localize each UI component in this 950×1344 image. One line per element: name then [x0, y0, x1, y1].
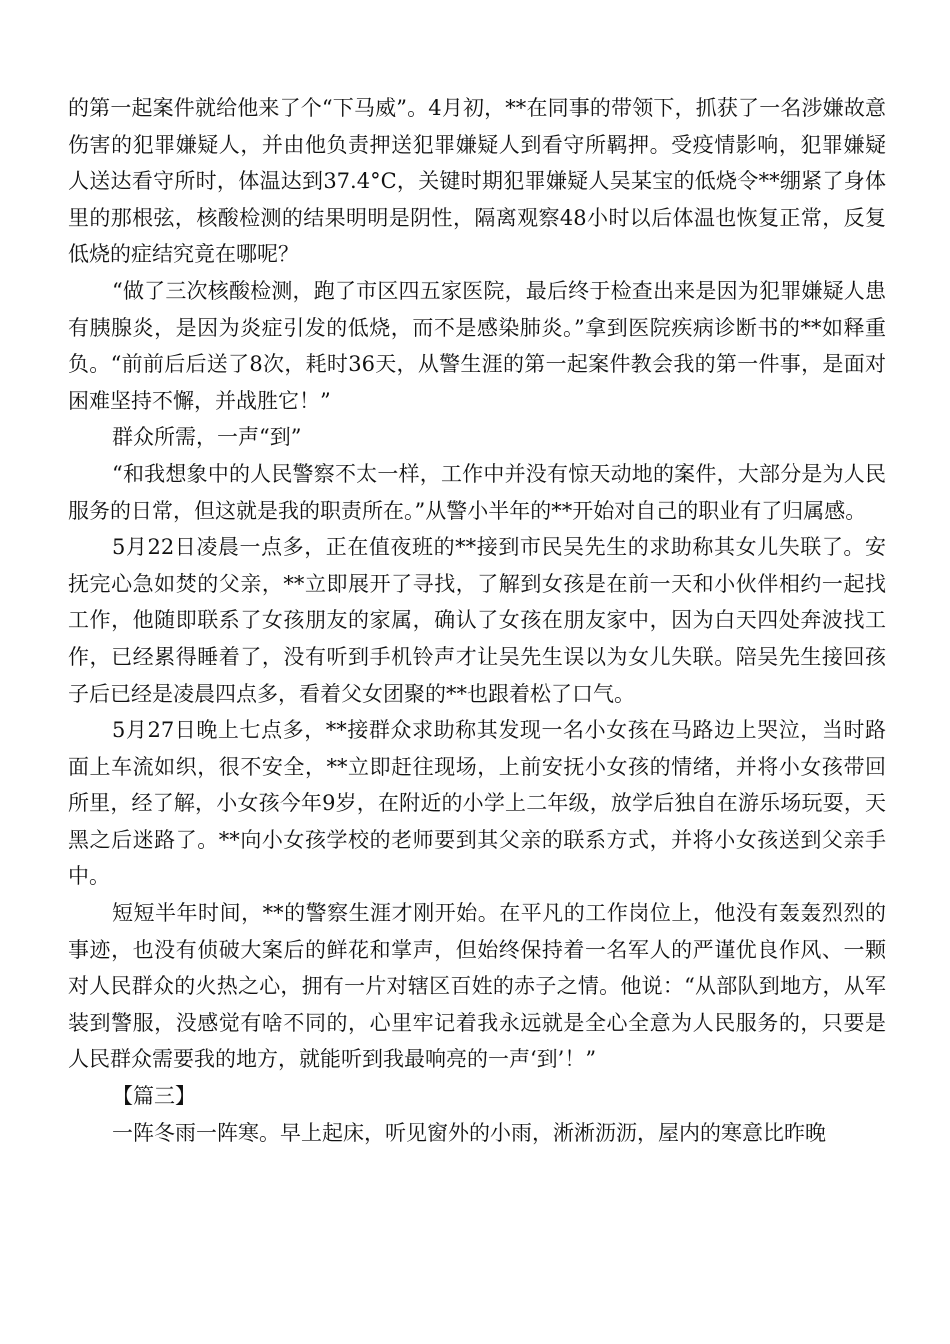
- final-paragraph: 一阵冬雨一阵寒。早上起床，听见窗外的小雨，淅淅沥沥，屋内的寒意比昨晚: [112, 1120, 826, 1145]
- paragraph-4: “和我想象中的人民警察不太一样，工作中并没有惊天动地的案件，大部分是为人民服务的日常，但这就是我的职责所在。”从警小半年的**开始对自己的职业有了归属感。: [68, 461, 886, 523]
- subheading-paragraph: 群众所需，一声“到”: [112, 425, 302, 450]
- paragraph-2: “做了三次核酸检测，跑了市区四五家医院，最后终于检查出来是因为犯罪嫌疑人患有胰腺炎，是因为炎症引发的低烧，而不是感染肺炎。”拿到医院疾病诊断书的**如释重负。“前前后后送了8次，耗时36天，从警生涯的第一起案件教会我的第一件事，是面对困难坚持不懈，并战胜它！”: [68, 278, 886, 413]
- paragraph-7: 短短半年时间，**的警察生涯才刚开始。在平凡的工作岗位上，他没有轰轰烈烈的事迹，也没有侦破大案后的鲜花和掌声，但始终保持着一名军人的严谨优良作风、一颗对人民群众的火热之心，拥有一片对辖区百姓的赤子之情。他说：“从部队到地方，从军装到警服，没感觉有啥不同的，心里牢记着我永远就是全心全意为人民服务的，只要是人民群众需要我的地方，就能听到我最响亮的一声‘到’！”: [68, 901, 886, 1072]
- paragraph-6: 5月27日晚上七点多，**接群众求助称其发现一名小女孩在马路边上哭泣，当时路面上车流如织，很不安全，**立即赶往现场，上前安抚小女孩的情绪，并将小女孩带回所里，经了解，小女孩今年9岁，在附近的小学上二年级，放学后独自在游乐场玩耍，天黑之后迷路了。**向小女孩学校的老师要到其父亲的联系方式，并将小女孩送到父亲手中。: [68, 718, 886, 889]
- paragraph-1: 的第一起案件就给他来了个“下马威”。4月初，**在同事的带领下，抓获了一名涉嫌故意伤害的犯罪嫌疑人，并由他负责押送犯罪嫌疑人到看守所羁押。受疫情影响，犯罪嫌疑人送达看守所时，体温达到37.4°C，关键时期犯罪嫌疑人吴某宝的低烧令**绷紧了身体里的那根弦，核酸检测的结果明明是阴性，隔离观察48小时以后体温也恢复正常，反复低烧的症结究竟在哪呢？: [68, 96, 886, 267]
- section-heading: 【篇三】: [112, 1084, 196, 1109]
- document-page: [68, 90, 886, 1151]
- paragraph-5: 5月22日凌晨一点多，正在值夜班的**接到市民吴先生的求助称其女儿失联了。安抚完心急如焚的父亲，**立即展开了寻找，了解到女孩是在前一天和小伙伴相约一起找工作，他随即联系了女孩朋友的家属，确认了女孩在朋友家中，因为白天四处奔波找工作，已经累得睡着了，没有听到手机铃声才让吴先生误以为女儿失联。陪吴先生接回孩子后已经是凌晨四点多，看着父女团聚的**也跟着松了口气。: [68, 535, 886, 706]
